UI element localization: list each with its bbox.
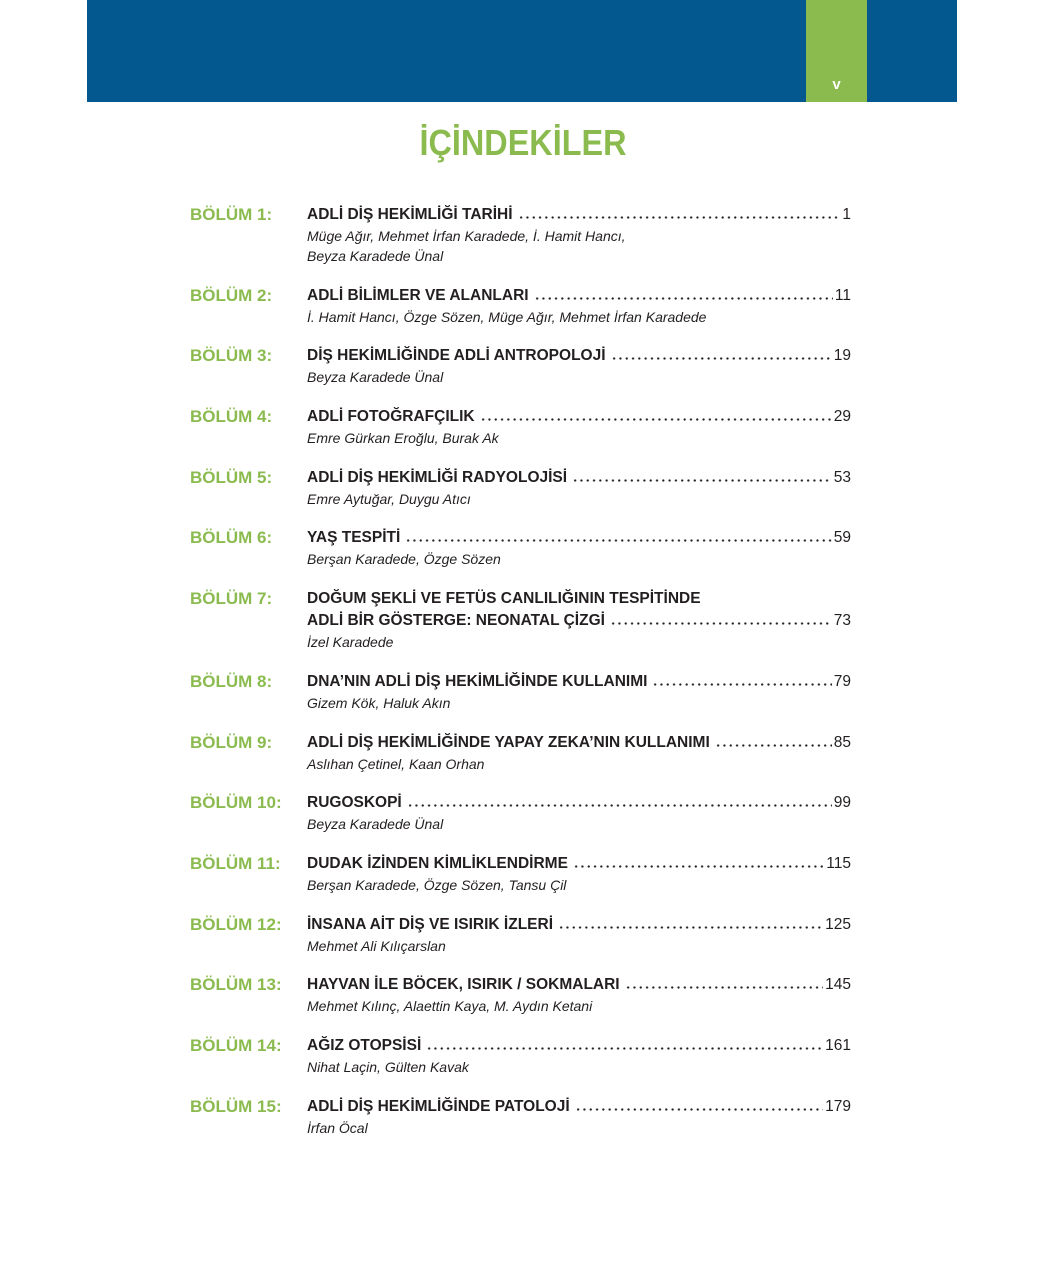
chapter-title: DNA’NIN ADLİ DİŞ HEKİMLİĞİNDE KULLANIMI — [307, 672, 648, 690]
chapter-title-row — [307, 792, 851, 814]
chapter-title-row — [307, 467, 851, 489]
chapter-body — [307, 406, 851, 448]
chapter-title-row — [307, 1035, 851, 1057]
chapter-page-number: 145 — [825, 976, 851, 994]
toc-entry — [190, 527, 851, 569]
dot-leader — [480, 418, 832, 421]
chapter-label: BÖLÜM 8: — [190, 671, 273, 691]
chapter-page-number: 79 — [833, 672, 851, 690]
chapter-label: BÖLÜM 13: — [190, 975, 282, 995]
dot-leader — [573, 865, 824, 868]
dot-leader — [405, 539, 831, 542]
chapter-authors: Mehmet Ali Kılıçarslan — [307, 937, 446, 954]
chapter-title: İNSANA AİT DİŞ VE ISIRIK İZLERİ — [307, 915, 554, 933]
dot-leader — [572, 479, 832, 482]
chapter-title-row — [307, 671, 851, 693]
chapter-authors: İ. Hamit Hancı, Özge Sözen, Müge Ağır, Mehmet İrfan Karadede — [307, 308, 707, 325]
chapter-page-number: 29 — [833, 408, 851, 426]
chapter-label: BÖLÜM 6: — [190, 528, 273, 548]
chapter-body — [307, 527, 851, 569]
chapter-title-row — [307, 285, 851, 307]
page-title: İÇİNDEKİLER — [419, 122, 627, 163]
chapter-title-row — [307, 406, 851, 428]
chapter-authors: Beyza Karadede Ünal — [307, 248, 444, 264]
chapter-body — [307, 345, 851, 387]
toc-entry — [190, 588, 851, 652]
toc-entry — [190, 1035, 851, 1077]
table-of-contents — [190, 204, 851, 1156]
chapter-authors: İzel Karadede — [307, 634, 394, 651]
chapter-label: BÖLÜM 15: — [190, 1096, 282, 1116]
dot-leader — [426, 1047, 823, 1050]
header-bar — [87, 0, 957, 102]
chapter-title: AĞIZ OTOPSİSİ — [307, 1036, 422, 1054]
toc-entry — [190, 671, 851, 713]
chapter-page-number: 11 — [834, 286, 851, 304]
chapter-page-number: 53 — [833, 468, 851, 486]
chapter-title-row — [307, 527, 851, 549]
dot-leader — [611, 357, 832, 360]
dot-leader — [625, 986, 824, 989]
chapter-label: BÖLÜM 2: — [190, 285, 273, 305]
dot-leader — [518, 216, 841, 219]
chapter-body — [307, 204, 851, 266]
chapter-authors: Gizem Kök, Haluk Akın — [307, 694, 451, 711]
toc-entry — [190, 1096, 851, 1138]
chapter-title-row — [307, 345, 851, 367]
chapter-page-number: 125 — [825, 915, 851, 933]
toc-entry — [190, 406, 851, 448]
chapter-title: DUDAK İZİNDEN KİMLİKLENDİRME — [307, 854, 568, 872]
toc-entry — [190, 914, 851, 956]
chapter-authors: Beyza Karadede Ünal — [307, 816, 444, 833]
chapter-title-row — [307, 204, 851, 226]
toc-entry — [190, 853, 851, 895]
chapter-authors: Mehmet Kılınç, Alaettin Kaya, M. Aydın Ketani — [307, 998, 593, 1015]
title-container — [0, 121, 1046, 165]
chapter-title: ADLİ FOTOĞRAFÇILIK — [307, 408, 475, 426]
chapter-label: BÖLÜM 5: — [190, 467, 273, 487]
chapter-title: ADLİ DİŞ HEKİMLİĞİ RADYOLOJİSİ — [307, 468, 568, 486]
chapter-title-row — [307, 1096, 851, 1118]
chapter-title-row — [307, 853, 851, 875]
chapter-page-number: 179 — [825, 1097, 851, 1115]
dot-leader — [610, 622, 832, 625]
chapter-title: ADLİ DİŞ HEKİMLİĞİNDE YAPAY ZEKA’NIN KULLANIMI — [307, 733, 710, 751]
chapter-title-row — [307, 610, 851, 632]
page-number-tab — [806, 0, 867, 102]
dot-leader — [652, 683, 831, 686]
chapter-title-row — [307, 974, 851, 996]
chapter-title: ADLİ BİLİMLER VE ALANLARI — [307, 286, 529, 304]
chapter-label: BÖLÜM 10: — [190, 793, 282, 813]
chapter-body — [307, 853, 851, 895]
dot-leader — [575, 1108, 823, 1111]
dot-leader — [558, 926, 823, 929]
chapter-body — [307, 467, 851, 509]
toc-entry — [190, 792, 851, 834]
chapter-title: ADLİ BİR GÖSTERGE: NEONATAL ÇİZGİ — [307, 612, 605, 630]
chapter-title: DİŞ HEKİMLİĞİNDE ADLİ ANTROPOLOJİ — [307, 347, 606, 365]
dot-leader — [407, 804, 832, 807]
chapter-authors: Beyza Karadede Ünal — [307, 369, 444, 386]
toc-entry — [190, 285, 851, 327]
chapter-authors: Aslıhan Çetinel, Kaan Orhan — [307, 755, 485, 772]
chapter-title-row — [307, 914, 851, 936]
chapter-page-number: 1 — [842, 206, 851, 223]
chapter-authors: Müge Ağır, Mehmet İrfan Karadede, İ. Hamit Hancı, — [307, 228, 626, 244]
chapter-authors: Berşan Karadede, Özge Sözen, Tansu Çil — [307, 876, 567, 893]
chapter-authors: Nihat Laçin, Gülten Kavak — [307, 1058, 469, 1075]
chapter-body — [307, 792, 851, 834]
chapter-page-number: 115 — [826, 854, 851, 872]
chapter-body — [307, 1096, 851, 1138]
toc-entry — [190, 732, 851, 774]
chapter-label: BÖLÜM 14: — [190, 1035, 282, 1055]
chapter-page-number: 59 — [833, 529, 851, 547]
chapter-page-number: 19 — [833, 347, 851, 365]
chapter-page-number: 161 — [825, 1036, 851, 1054]
chapter-title-row — [307, 732, 851, 754]
chapter-page-number: 99 — [833, 794, 851, 812]
chapter-page-number: 73 — [833, 612, 851, 630]
chapter-title: HAYVAN İLE BÖCEK, ISIRIK / SOKMALARI — [307, 976, 620, 994]
chapter-authors: İrfan Öcal — [307, 1119, 368, 1136]
dot-leader — [715, 744, 832, 747]
chapter-body — [307, 671, 851, 713]
chapter-label: BÖLÜM 4: — [190, 407, 273, 427]
toc-entry — [190, 467, 851, 509]
chapter-body — [307, 974, 851, 1016]
chapter-title: YAŞ TESPİTİ — [307, 529, 401, 547]
chapter-title: ADLİ DİŞ HEKİMLİĞİNDE PATOLOJİ — [307, 1097, 570, 1115]
chapter-label: BÖLÜM 12: — [190, 914, 282, 934]
toc-entry — [190, 974, 851, 1016]
chapter-body — [307, 1035, 851, 1077]
chapter-title: DOĞUM ŞEKLİ VE FETÜS CANLILIĞININ TESPİTİNDE — [307, 590, 701, 608]
chapter-label: BÖLÜM 9: — [190, 732, 273, 752]
dot-leader — [534, 297, 833, 300]
chapter-title: ADLİ DİŞ HEKİMLİĞİ TARİHİ — [307, 206, 513, 223]
page-number: v — [832, 76, 841, 93]
toc-entry — [190, 345, 851, 387]
chapter-body — [307, 914, 851, 956]
chapter-label: BÖLÜM 7: — [190, 589, 273, 609]
chapter-label: BÖLÜM 1: — [190, 205, 273, 224]
chapter-authors: Emre Aytuğar, Duygu Atıcı — [307, 490, 471, 507]
chapter-label: BÖLÜM 11: — [190, 853, 281, 873]
chapter-body — [307, 732, 851, 774]
toc-entry — [190, 204, 851, 266]
chapter-label: BÖLÜM 3: — [190, 346, 273, 366]
chapter-authors: Emre Gürkan Eroğlu, Burak Ak — [307, 430, 499, 447]
chapter-body — [307, 588, 851, 652]
chapter-title: RUGOSKOPİ — [307, 794, 402, 812]
chapter-authors: Berşan Karadede, Özge Sözen — [307, 551, 501, 568]
chapter-page-number: 85 — [833, 733, 851, 751]
chapter-body — [307, 285, 851, 327]
